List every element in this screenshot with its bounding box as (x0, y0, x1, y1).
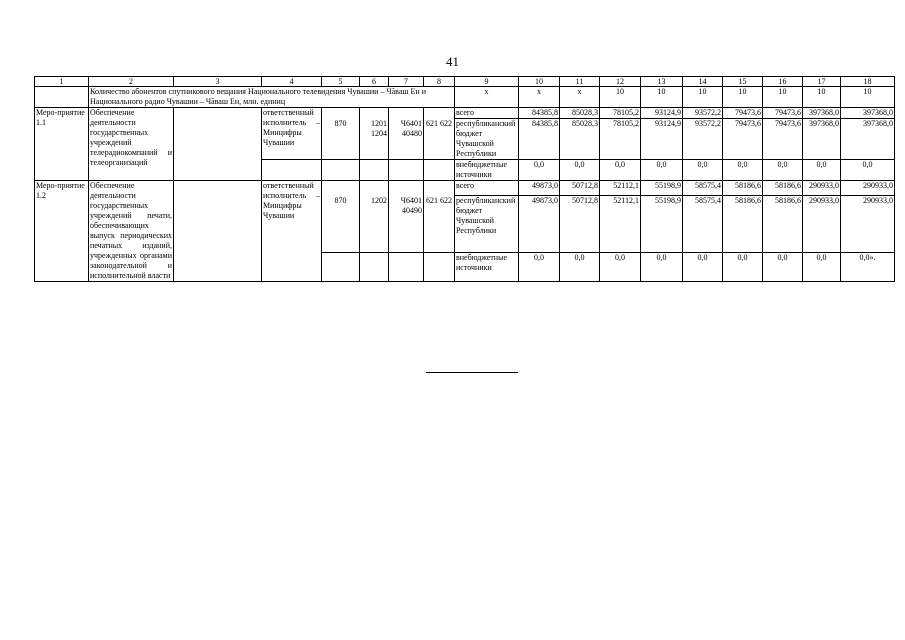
amount-cell: 0,0 (560, 160, 600, 181)
event-responsible: ответственный исполнитель – Минцифры Чувашии (262, 108, 322, 160)
amount-cell: 0,0 (763, 160, 803, 181)
empty-cell (322, 181, 360, 196)
amount-cell: 93572,2 (683, 108, 723, 119)
column-number: 18 (841, 77, 895, 87)
column-number-row (35, 77, 895, 87)
event-name: Меро-приятие 1.2 (35, 181, 89, 282)
amount-cell: 50712,8 (560, 196, 600, 253)
code-col6: 1201 1204 (360, 119, 389, 160)
amount-cell: 290933,0 (841, 196, 895, 253)
column-number: 2 (89, 77, 174, 87)
amount-cell: 58575,4 (683, 181, 723, 196)
amount-cell: 50712,8 (560, 181, 600, 196)
amount-cell: 0,0 (763, 252, 803, 281)
column-number: 5 (322, 77, 360, 87)
empty-cell (360, 181, 389, 196)
table-row (35, 181, 895, 196)
amount-cell: 397368,0 (841, 119, 895, 160)
amount-cell: 397368,0 (841, 108, 895, 119)
amount-cell: 58186,6 (723, 181, 763, 196)
amount-cell: 93124,9 (641, 108, 683, 119)
empty-cell (389, 160, 424, 181)
amount-cell: 397368,0 (803, 108, 841, 119)
amount-cell: 290933,0 (803, 196, 841, 253)
amount-cell: 0,0 (519, 252, 560, 281)
amount-cell: 58575,4 (683, 196, 723, 253)
code-col5: 870 (322, 119, 360, 160)
amount-cell: 93572,2 (683, 119, 723, 160)
column-number: 7 (389, 77, 424, 87)
indicator-value: 10 (841, 87, 895, 108)
empty-cell (322, 160, 360, 181)
budget-table (34, 76, 895, 282)
column-number: 6 (360, 77, 389, 87)
amount-cell: 0,0 (683, 160, 723, 181)
amount-cell: 0,0 (600, 252, 641, 281)
amount-cell: 52112,1 (600, 181, 641, 196)
empty-cell (360, 252, 389, 281)
indicator-value: 10 (641, 87, 683, 108)
column-number: 1 (35, 77, 89, 87)
indicator-text: Количество абонентов спутникового вещания Национального телевидения Чувашии – Чăваш Ен и Национального радио Чувашии – Чăваш Ен, млн. единиц (89, 87, 455, 108)
amount-cell: 0,0 (723, 252, 763, 281)
amount-cell: 0,0 (641, 252, 683, 281)
indicator-value: 10 (723, 87, 763, 108)
code-col8: 621 622 (424, 119, 455, 160)
code-col5: 870 (322, 196, 360, 253)
empty-cell (389, 108, 424, 119)
amount-cell: 397368,0 (803, 119, 841, 160)
funding-source: всего (455, 181, 519, 196)
column-number: 17 (803, 77, 841, 87)
amount-cell: 290933,0 (841, 181, 895, 196)
indicator-row (35, 87, 895, 108)
amount-cell: 79473,6 (723, 119, 763, 160)
indicator-value: 10 (683, 87, 723, 108)
footnote-divider (426, 372, 518, 373)
event-description: Обеспечение деятельности государственных учреждений печати, обеспечивающих выпуск периодических печатных изданий, учрежденных органами законодательной и исполнительной власти (90, 181, 172, 280)
amount-cell: 290933,0 (803, 181, 841, 196)
column-number: 12 (600, 77, 641, 87)
amount-cell: 55198,9 (641, 196, 683, 253)
empty-cell (322, 252, 360, 281)
indicator-value: х (519, 87, 560, 108)
amount-cell: 85028,3 (560, 119, 600, 160)
column-number: 10 (519, 77, 560, 87)
amount-cell: 0,0 (683, 252, 723, 281)
page-number: 41 (446, 54, 459, 69)
empty-cell (262, 160, 322, 181)
event-name: Меро-приятие 1.1 (35, 108, 89, 181)
amount-cell: 58186,6 (763, 196, 803, 253)
amount-cell: 78105,2 (600, 119, 641, 160)
event-responsible: ответственный исполнитель – Минцифры Чувашии (262, 181, 322, 282)
column-number: 8 (424, 77, 455, 87)
funding-source: всего (455, 108, 519, 119)
amount-cell: 85028,3 (560, 108, 600, 119)
column-number: 13 (641, 77, 683, 87)
amount-cell: 79473,6 (723, 108, 763, 119)
column-number: 11 (560, 77, 600, 87)
amount-cell: 0,0 (841, 160, 895, 181)
column-number: 3 (174, 77, 262, 87)
amount-cell: 58186,6 (723, 196, 763, 253)
column-number: 16 (763, 77, 803, 87)
indicator-value: х (560, 87, 600, 108)
empty-cell (389, 181, 424, 196)
amount-cell: 78105,2 (600, 108, 641, 119)
event-description: Обеспечение деятельности государственных учреждений телерадиокомпаний и телеорганизаций (89, 108, 174, 181)
column-number: 9 (455, 77, 519, 87)
amount-cell: 0,0 (519, 160, 560, 181)
amount-cell: 0,0 (723, 160, 763, 181)
column-number: 15 (723, 77, 763, 87)
amount-cell: 0,0 (803, 252, 841, 281)
code-col8: 621 622 (424, 196, 455, 253)
amount-cell: 52112,1 (600, 196, 641, 253)
empty-cell (360, 108, 389, 119)
amount-cell: 58186,6 (763, 181, 803, 196)
table-row (35, 108, 895, 119)
indicator-value: 10 (803, 87, 841, 108)
empty-cell (424, 108, 455, 119)
column-number: 4 (262, 77, 322, 87)
empty-cell (322, 108, 360, 119)
amount-cell: 84385,8 (519, 119, 560, 160)
empty-cell (389, 252, 424, 281)
amount-cell: 79473,6 (763, 119, 803, 160)
funding-source: внебюджетные источники (455, 160, 519, 181)
amount-cell: 49873,0 (519, 196, 560, 253)
amount-cell: 84385,8 (519, 108, 560, 119)
amount-cell: 0,0 (641, 160, 683, 181)
indicator-value: 10 (600, 87, 641, 108)
indicator-value: 10 (763, 87, 803, 108)
amount-cell: 0,0 (803, 160, 841, 181)
amount-cell: 79473,6 (763, 108, 803, 119)
empty-cell (424, 160, 455, 181)
empty-cell (174, 108, 262, 181)
empty-cell (360, 160, 389, 181)
amount-cell: 0,0». (841, 252, 895, 281)
empty-cell (424, 252, 455, 281)
empty-cell (424, 181, 455, 196)
amount-cell: 0,0 (560, 252, 600, 281)
funding-source: республиканский бюджет Чувашской Республики (455, 196, 519, 253)
code-col6: 1202 (360, 196, 389, 253)
code-col7: Ч6401 40490 (389, 196, 424, 253)
amount-cell: 0,0 (600, 160, 641, 181)
amount-cell: 93124,9 (641, 119, 683, 160)
indicator-col9: х (455, 87, 519, 108)
empty-cell (174, 181, 262, 282)
amount-cell: 55198,9 (641, 181, 683, 196)
empty-cell (35, 87, 89, 108)
funding-source: внебюджетные источники (455, 252, 519, 281)
funding-source: республиканский бюджет Чувашской Республики (455, 119, 519, 160)
amount-cell: 49873,0 (519, 181, 560, 196)
column-number: 14 (683, 77, 723, 87)
code-col7: Ч6401 40480 (389, 119, 424, 160)
